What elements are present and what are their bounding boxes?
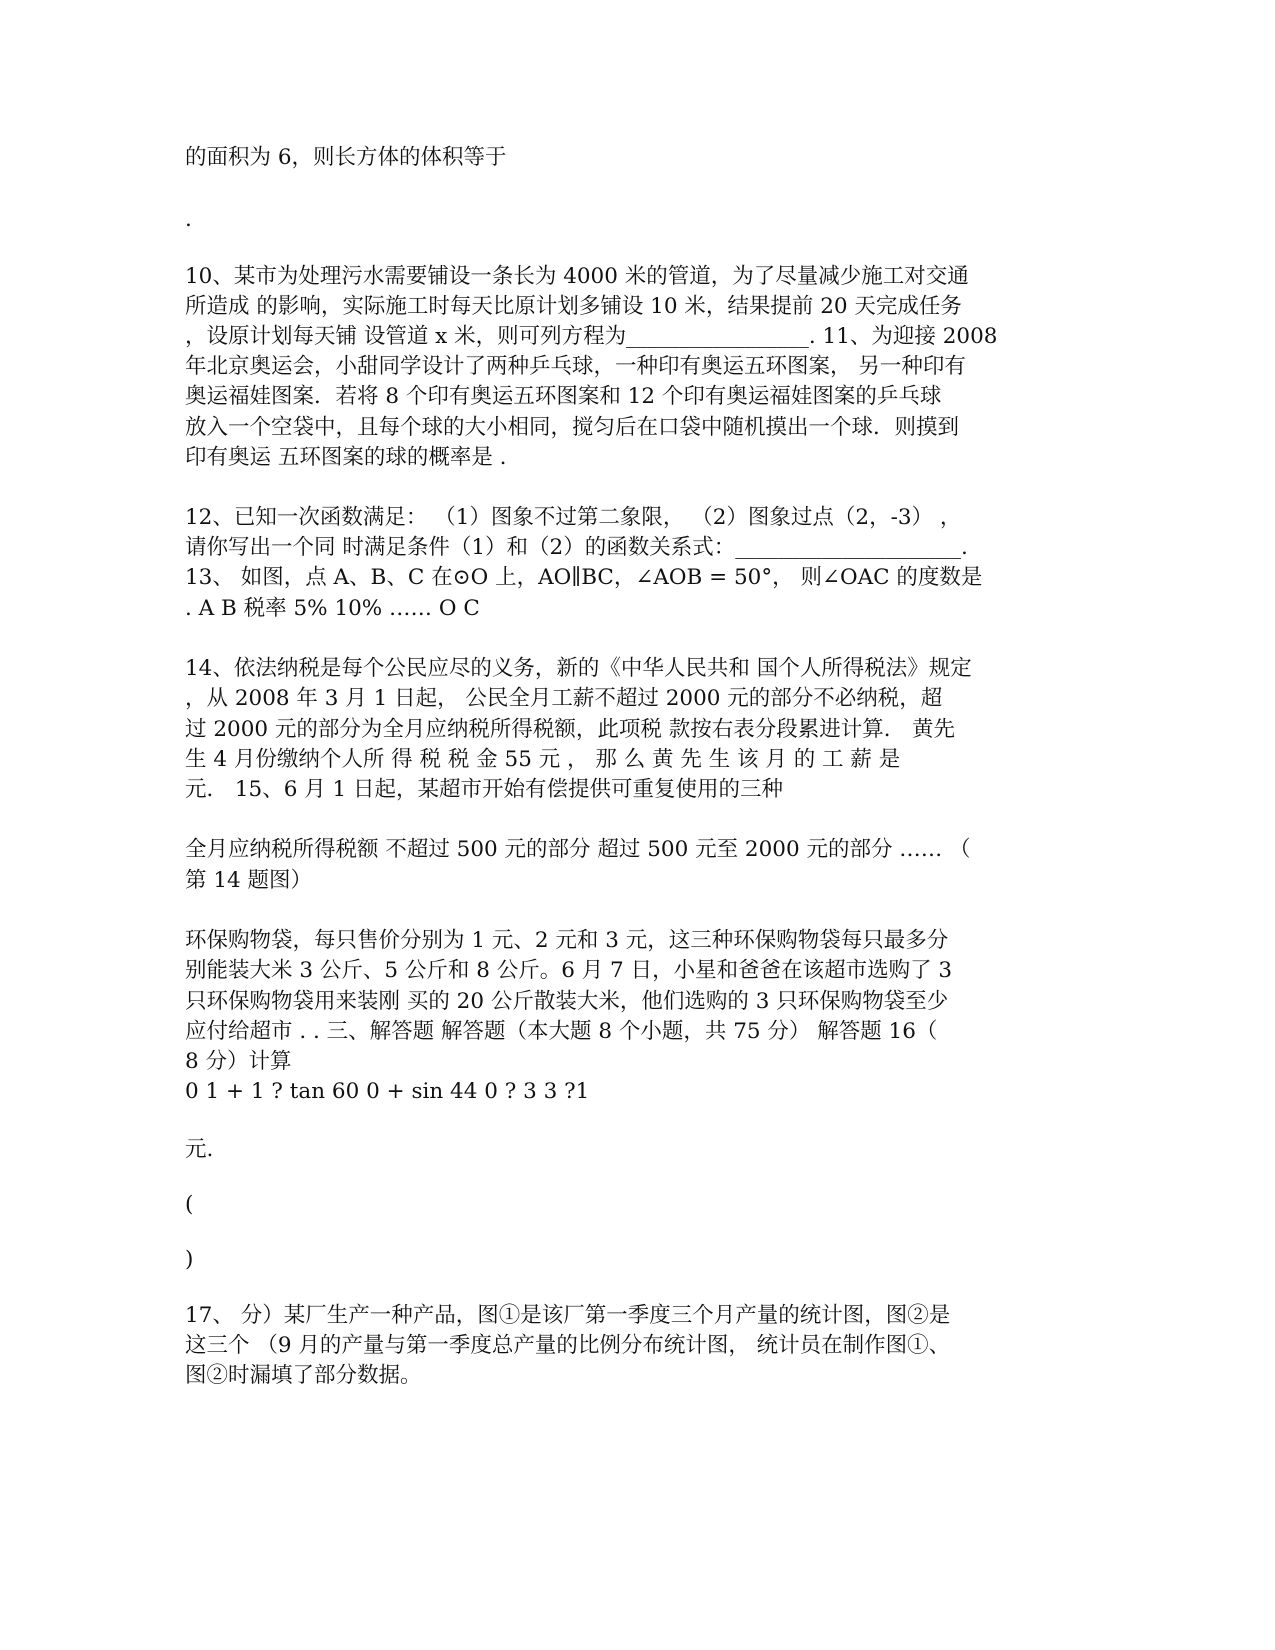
- text-line: 12、已知一次函数满足： （1）图象不过第二象限， （2）图象过点（2，-3） ，: [185, 505, 962, 530]
- text-line: 放入一个空袋中，且每个球的大小相同，搅匀后在口袋中随机摸出一个球．则摸到: [185, 415, 960, 440]
- text-line: 请你写出一个同 时满足条件（1）和（2）的函数关系式：_____________________.: [185, 535, 968, 560]
- text-line: 过 2000 元的部分为全月应纳税所得税额，此项税 款按右表分段累进计算． 黄先: [185, 717, 956, 742]
- text-line: 年北京奥运会，小甜同学设计了两种乒乓球，一种印有奥运五环图案， 另一种印有: [185, 354, 966, 379]
- text-line: 所造成 的影响，实际施工时每天比原计划多铺设 10 米，结果提前 20 天完成任务: [185, 294, 962, 319]
- text-line: 这三个 （9 月的产量与第一季度总产量的比例分布统计图， 统计员在制作图①、: [185, 1333, 951, 1358]
- text-line: 印有奥运 五环图案的球的概率是 .: [185, 445, 507, 470]
- text-line: 全月应纳税所得税额 不超过 500 元的部分 超过 500 元至 2000 元的部分 …… （: [185, 837, 971, 862]
- text-line: .: [185, 207, 192, 232]
- text-line: ): [185, 1247, 194, 1272]
- text-line: 环保购物袋，每只售价分别为 1 元、2 元和 3 元，这三种环保购物袋每只最多分: [185, 928, 949, 953]
- text-line: 元.: [185, 1137, 214, 1162]
- text-line: 10、某市为处理污水需要铺设一条长为 4000 米的管道，为了尽量减少施工对交通: [185, 264, 969, 289]
- text-line: ，从 2008 年 3 月 1 日起， 公民全月工薪不超过 2000 元的部分不必纳税，超: [185, 686, 943, 711]
- text-line: 应付给超市 . . 三、解答题 解答题（本大题 8 个小题，共 75 分） 解答题 16（: [185, 1019, 938, 1044]
- text-line: . A B 税率 5% 10% …… O C: [185, 596, 480, 621]
- text-line: 14、依法纳税是每个公民应尽的义务，新的《中华人民共和 国个人所得税法》规定: [185, 656, 972, 681]
- text-line: 17、 分）某厂生产一种产品，图①是该厂第一季度三个月产量的统计图，图②是: [185, 1303, 951, 1328]
- text-line: 元． 15、6 月 1 日起，某超市开始有偿提供可重复使用的三种: [185, 777, 784, 802]
- text-line: 奥运福娃图案．若将 8 个印有奥运五环图案和 12 个印有奥运福娃图案的乒乓球: [185, 384, 942, 409]
- formula-line: 0 1 + 1 ? tan 60 0 + sin 44 0 ? 3 3 ?1: [185, 1079, 590, 1104]
- text-line: 图②时漏填了部分数据。: [185, 1363, 422, 1388]
- text-line: 8 分）计算: [185, 1049, 292, 1074]
- text-line: 只环保购物袋用来装刚 买的 20 公斤散装大米，他们选购的 3 只环保购物袋至少: [185, 989, 949, 1014]
- text-line: ，设原计划每天铺 设管道 x 米，则可列方程为_________________. 11、为迎接 2008: [185, 324, 998, 349]
- text-line: 13、 如图，点 A、B、C 在⊙O 上，AO∥BC，∠AOB = 50°， 则∠OAC 的度数是: [185, 565, 983, 590]
- text-line: 别能装大米 3 公斤、5 公斤和 8 公斤。6 月 7 日，小星和爸爸在该超市选购了 3: [185, 958, 953, 983]
- text-line: (: [185, 1192, 194, 1217]
- text-line: 的面积为 6，则长方体的体积等于: [185, 145, 507, 170]
- text-line: 第 14 题图）: [185, 868, 313, 893]
- text-line: 生 4 月份缴纳个人所 得 税 税 金 55 元 ， 那 么 黄 先 生 该 月 的 工 薪 是: [185, 747, 901, 772]
